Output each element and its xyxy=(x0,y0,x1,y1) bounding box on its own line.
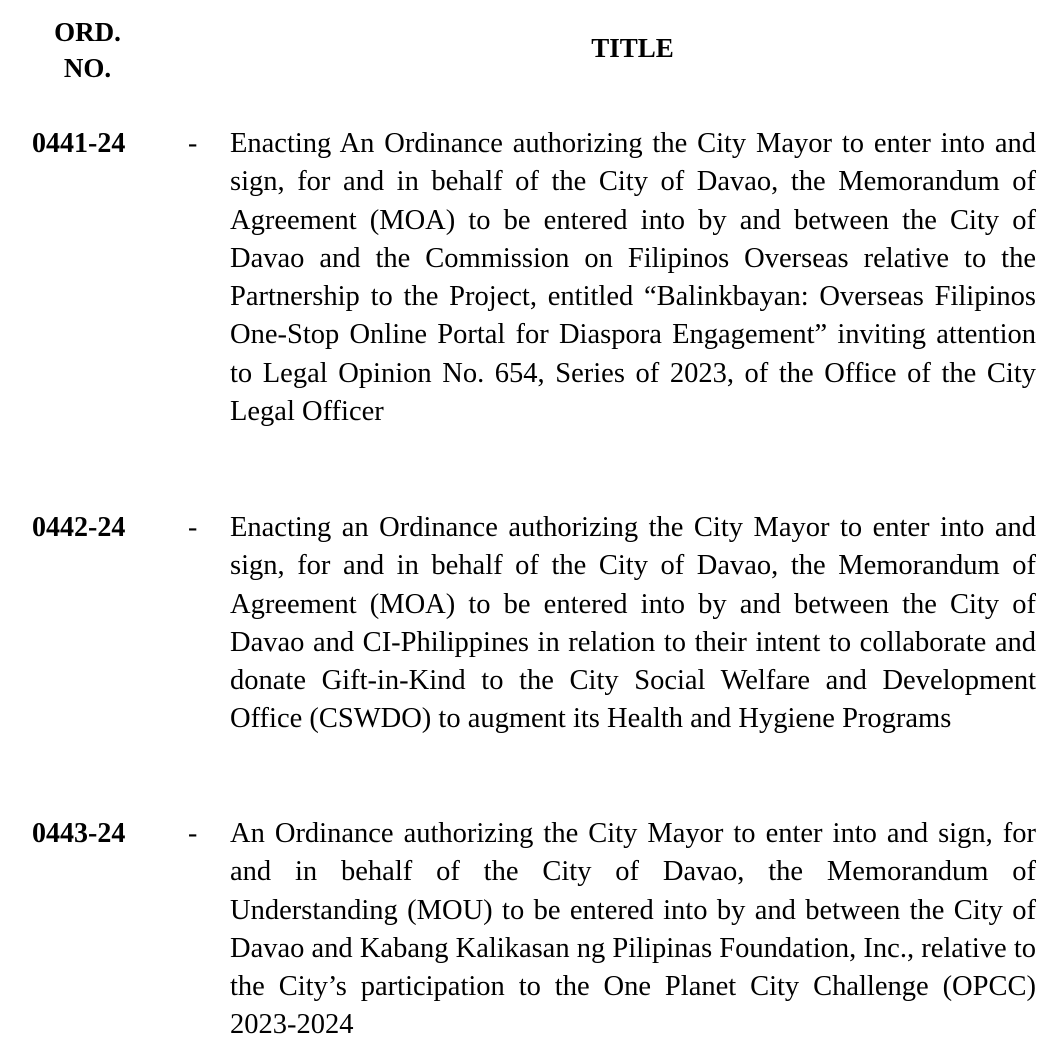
entry-dash: - xyxy=(188,818,198,849)
column-header-ord-no xyxy=(30,14,145,86)
column-header-ord-no-line2: NO. xyxy=(63,53,112,83)
ordinance-number: 0442-24 xyxy=(32,512,126,543)
entry-dash: - xyxy=(188,512,198,543)
column-header-title: TITLE xyxy=(591,33,674,63)
ordinance-number: 0443-24 xyxy=(32,818,126,849)
ordinance-title-text: An Ordinance authorizing the City Mayor to enter into and sign, for and in behalf of the City of Davao, the Memorandum of Understanding (MOU) to be entered into by and between the City of Davao and Kabang Kalikasan ng Pilipinas Foundation, Inc., relative to the City’s participation to the One Planet City Challenge (OPCC) 2023-2024 xyxy=(230,818,1036,1041)
column-header-ord-no-line1: ORD. xyxy=(54,17,121,47)
ordinance-title-text: Enacting An Ordinance authorizing the City Mayor to enter into and sign, for and in behalf of the City of Davao, the Memorandum of Agreement (MOA) to be entered into by and between the City of Davao and the Commission on Filipinos Overseas relative to the Partnership to the Project, entitled “Balinkbayan: Overseas Filipinos One-Stop Online Portal for Diaspora Engagement” inviting attention to Legal Opinion No. 654, Series of 2023, of the Office of the City Legal Officer xyxy=(230,128,1036,428)
entry-dash: - xyxy=(188,128,198,159)
ordinance-title-text: Enacting an Ordinance authorizing the City Mayor to enter into and sign, for and in behalf of the City of Davao, the Memorandum of Agreement (MOA) to be entered into by and between the City of Davao and CI-Philippines in relation to their intent to collaborate and donate Gift-in-Kind to the City Social Welfare and Development Office (CSWDO) to augment its Health and Hygiene Programs xyxy=(230,512,1036,735)
ordinance-number: 0441-24 xyxy=(32,128,126,159)
